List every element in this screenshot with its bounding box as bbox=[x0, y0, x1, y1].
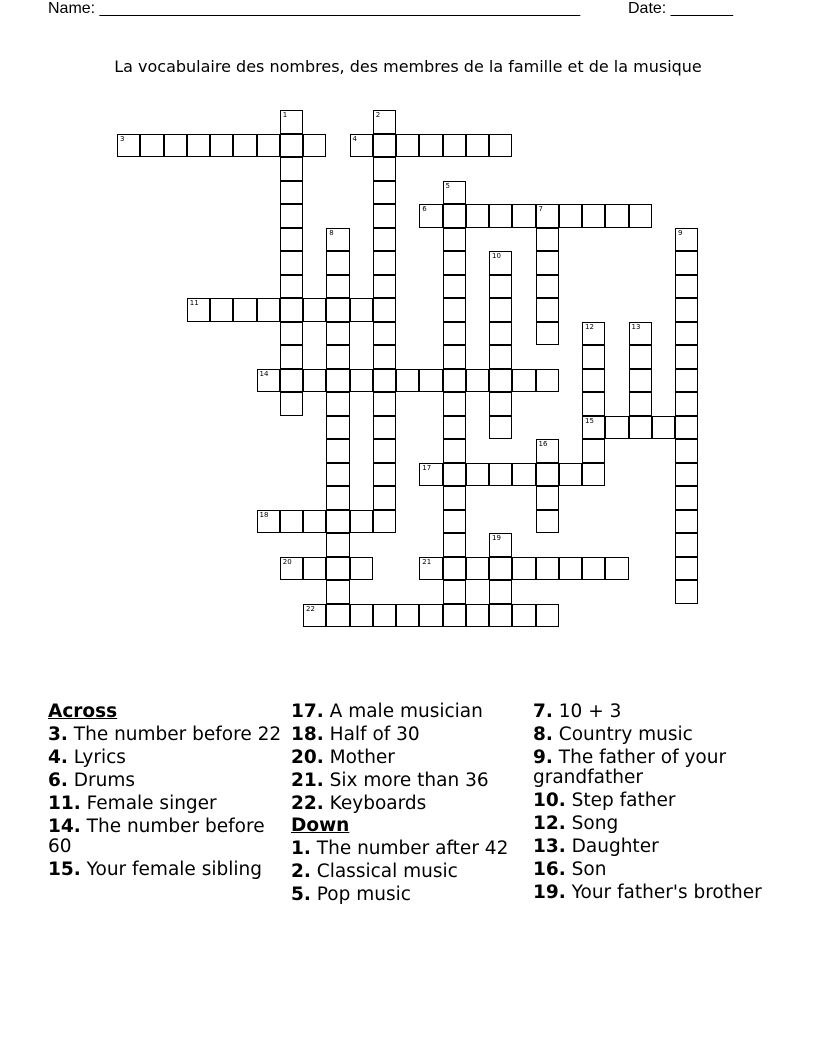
grid-cell[interactable] bbox=[280, 345, 303, 369]
grid-cell[interactable] bbox=[675, 392, 698, 416]
grid-cell[interactable] bbox=[489, 322, 512, 346]
clue-number: 11 bbox=[189, 299, 199, 307]
grid-cell[interactable] bbox=[489, 533, 512, 557]
clue-across-22: 22. Keyboards bbox=[291, 793, 427, 814]
grid-cell[interactable] bbox=[489, 298, 512, 322]
grid-cell[interactable] bbox=[373, 204, 396, 228]
grid-cell[interactable] bbox=[257, 510, 280, 534]
clue-number: 4 bbox=[352, 134, 357, 143]
grid-cell[interactable] bbox=[629, 204, 652, 228]
grid-cell[interactable] bbox=[326, 275, 349, 299]
clue-down-1: 1. The number after 42 bbox=[291, 838, 509, 859]
grid-cell[interactable] bbox=[489, 134, 512, 158]
grid-cell[interactable] bbox=[466, 557, 489, 581]
grid-cell[interactable] bbox=[675, 463, 698, 487]
grid-cell[interactable] bbox=[443, 392, 466, 416]
grid-cell[interactable] bbox=[536, 228, 559, 252]
clue-across-18: 18. Half of 30 bbox=[291, 724, 420, 745]
grid-cell[interactable] bbox=[350, 604, 373, 628]
grid-cell[interactable] bbox=[373, 181, 396, 205]
grid-cell[interactable] bbox=[443, 533, 466, 557]
grid-cell[interactable] bbox=[536, 510, 559, 534]
grid-cell[interactable] bbox=[210, 134, 233, 158]
grid-cell[interactable] bbox=[629, 392, 652, 416]
grid-cell[interactable] bbox=[326, 298, 349, 322]
grid-cell[interactable] bbox=[582, 322, 605, 346]
clue-number: 1 bbox=[282, 111, 288, 119]
grid-cell[interactable] bbox=[373, 110, 396, 134]
clue-number: 12 bbox=[585, 322, 594, 331]
grid-cell[interactable] bbox=[536, 204, 559, 228]
clue-column-1 bbox=[48, 702, 283, 882]
grid-cell[interactable] bbox=[582, 369, 605, 393]
clue-number: 6 bbox=[422, 205, 427, 213]
grid-cell[interactable] bbox=[582, 392, 605, 416]
clue-down-8: 8. Country music bbox=[533, 724, 693, 745]
grid-cell[interactable] bbox=[350, 134, 373, 158]
grid-cell[interactable] bbox=[675, 416, 698, 440]
grid-cell[interactable] bbox=[350, 557, 373, 581]
grid-cell[interactable] bbox=[257, 369, 280, 393]
grid-cell[interactable] bbox=[419, 557, 442, 581]
clue-number: 16 bbox=[538, 440, 548, 448]
grid-cell[interactable] bbox=[187, 298, 210, 322]
grid-cell[interactable] bbox=[303, 557, 326, 581]
grid-cell[interactable] bbox=[326, 345, 349, 369]
grid-cell[interactable] bbox=[582, 557, 605, 581]
clue-down-9: 9. The father of your grandfather bbox=[533, 747, 727, 788]
clue-number: 2 bbox=[375, 111, 381, 119]
grid-cell[interactable] bbox=[675, 275, 698, 299]
clue-down-16: 16. Son bbox=[533, 859, 607, 880]
grid-cell[interactable] bbox=[443, 604, 466, 628]
grid-cell[interactable] bbox=[629, 345, 652, 369]
clue-number: 3 bbox=[120, 134, 125, 143]
grid-cell[interactable] bbox=[443, 134, 466, 158]
clue-number: 19 bbox=[492, 534, 501, 542]
grid-cell[interactable] bbox=[512, 557, 535, 581]
grid-cell[interactable] bbox=[280, 298, 303, 322]
grid-cell[interactable] bbox=[675, 533, 698, 557]
grid-cell[interactable] bbox=[443, 228, 466, 252]
grid-cell[interactable] bbox=[326, 510, 349, 534]
grid-cell[interactable] bbox=[280, 181, 303, 205]
grid-cell[interactable] bbox=[419, 463, 442, 487]
grid-cell[interactable] bbox=[675, 345, 698, 369]
grid-cell[interactable] bbox=[396, 604, 419, 628]
grid-cell[interactable] bbox=[675, 580, 698, 604]
grid-cell[interactable] bbox=[396, 134, 419, 158]
grid-cell[interactable] bbox=[280, 510, 303, 534]
grid-cell[interactable] bbox=[280, 369, 303, 393]
clue-number: 18 bbox=[259, 510, 269, 519]
grid-cell[interactable] bbox=[326, 322, 349, 346]
clue-across-3: 3. The number before 22 bbox=[48, 724, 282, 745]
grid-cell[interactable] bbox=[466, 604, 489, 628]
grid-cell[interactable] bbox=[605, 557, 628, 581]
grid-cell[interactable] bbox=[559, 204, 582, 228]
grid-cell[interactable] bbox=[536, 369, 559, 393]
down-heading: Down bbox=[291, 815, 350, 836]
grid-cell[interactable] bbox=[675, 322, 698, 346]
grid-cell[interactable] bbox=[443, 580, 466, 604]
clue-down-12: 12. Song bbox=[533, 813, 619, 834]
grid-cell[interactable] bbox=[210, 298, 233, 322]
clue-across-14: 14. The number before 60 bbox=[48, 816, 265, 857]
grid-cell[interactable] bbox=[582, 463, 605, 487]
grid-cell[interactable] bbox=[373, 369, 396, 393]
grid-cell[interactable] bbox=[536, 275, 559, 299]
grid-cell[interactable] bbox=[675, 228, 698, 252]
grid-cell[interactable] bbox=[629, 416, 652, 440]
clue-number: 7 bbox=[538, 205, 543, 213]
grid-cell[interactable] bbox=[419, 369, 442, 393]
date-field-label: Date: _______ bbox=[628, 0, 733, 17]
grid-cell[interactable] bbox=[559, 557, 582, 581]
clue-number: 17 bbox=[422, 463, 432, 472]
grid-cell[interactable] bbox=[326, 392, 349, 416]
grid-cell[interactable] bbox=[303, 134, 326, 158]
grid-cell[interactable] bbox=[443, 322, 466, 346]
grid-cell[interactable] bbox=[419, 204, 442, 228]
grid-cell[interactable] bbox=[326, 486, 349, 510]
grid-cell[interactable] bbox=[187, 134, 210, 158]
grid-cell[interactable] bbox=[512, 369, 535, 393]
grid-cell[interactable] bbox=[466, 204, 489, 228]
grid-cell[interactable] bbox=[629, 369, 652, 393]
grid-cell[interactable] bbox=[443, 557, 466, 581]
grid-cell[interactable] bbox=[675, 486, 698, 510]
grid-cell[interactable] bbox=[489, 580, 512, 604]
grid-cell[interactable] bbox=[443, 204, 466, 228]
grid-cell[interactable] bbox=[350, 369, 373, 393]
grid-cell[interactable] bbox=[373, 510, 396, 534]
grid-cell[interactable] bbox=[675, 439, 698, 463]
grid-cell[interactable] bbox=[652, 416, 675, 440]
grid-cell[interactable] bbox=[280, 557, 303, 581]
page-title: La vocabulaire des nombres, des membres de la famille et de la musique bbox=[114, 57, 702, 76]
clue-number: 15 bbox=[585, 416, 594, 425]
grid-cell[interactable] bbox=[536, 463, 559, 487]
grid-cell[interactable] bbox=[489, 369, 512, 393]
name-field-label: Name: ______________________________________________________ bbox=[48, 0, 581, 17]
grid-cell[interactable] bbox=[489, 251, 512, 275]
clue-down-13: 13. Daughter bbox=[533, 836, 659, 857]
clue-down-2: 2. Classical music bbox=[291, 861, 458, 882]
grid-cell[interactable] bbox=[512, 204, 535, 228]
grid-cell[interactable] bbox=[326, 416, 349, 440]
grid-cell[interactable] bbox=[280, 134, 303, 158]
grid-cell[interactable] bbox=[489, 416, 512, 440]
clue-number: 20 bbox=[282, 557, 292, 566]
clue-number: 8 bbox=[329, 228, 334, 237]
clue-across-4: 4. Lyrics bbox=[48, 747, 126, 768]
grid-cell[interactable] bbox=[419, 134, 442, 158]
grid-cell[interactable] bbox=[280, 392, 303, 416]
across-heading: Across bbox=[48, 701, 118, 722]
grid-cell[interactable] bbox=[582, 345, 605, 369]
clue-down-19: 19. Your father's brother bbox=[533, 882, 762, 903]
grid-cell[interactable] bbox=[326, 439, 349, 463]
grid-cell[interactable] bbox=[582, 416, 605, 440]
grid-cell[interactable] bbox=[489, 463, 512, 487]
grid-cell[interactable] bbox=[280, 157, 303, 181]
clue-number: 21 bbox=[422, 557, 432, 566]
grid-cell[interactable] bbox=[280, 322, 303, 346]
grid-cell[interactable] bbox=[303, 510, 326, 534]
grid-cell[interactable] bbox=[303, 604, 326, 628]
grid-cell[interactable] bbox=[512, 463, 535, 487]
grid-cell[interactable] bbox=[373, 134, 396, 158]
grid-cell[interactable] bbox=[605, 416, 628, 440]
clue-across-20: 20. Mother bbox=[291, 747, 395, 768]
grid-cell[interactable] bbox=[280, 110, 303, 134]
grid-cell[interactable] bbox=[443, 181, 466, 205]
grid-cell[interactable] bbox=[489, 604, 512, 628]
grid-cell[interactable] bbox=[536, 439, 559, 463]
grid-cell[interactable] bbox=[373, 298, 396, 322]
grid-cell[interactable] bbox=[443, 369, 466, 393]
grid-cell[interactable] bbox=[280, 228, 303, 252]
clue-down-10: 10. Step father bbox=[533, 790, 676, 811]
grid-cell[interactable] bbox=[373, 463, 396, 487]
grid-cell[interactable] bbox=[443, 345, 466, 369]
grid-cell[interactable] bbox=[443, 486, 466, 510]
grid-cell[interactable] bbox=[419, 604, 442, 628]
grid-cell[interactable] bbox=[489, 392, 512, 416]
grid-cell[interactable] bbox=[582, 439, 605, 463]
grid-cell[interactable] bbox=[164, 134, 187, 158]
grid-cell[interactable] bbox=[257, 298, 280, 322]
grid-cell[interactable] bbox=[326, 604, 349, 628]
clue-number: 10 bbox=[492, 252, 501, 260]
grid-cell[interactable] bbox=[257, 134, 280, 158]
clue-across-6: 6. Drums bbox=[48, 770, 136, 791]
grid-cell[interactable] bbox=[536, 557, 559, 581]
grid-cell[interactable] bbox=[443, 251, 466, 275]
clue-number: 22 bbox=[306, 604, 315, 613]
grid-cell[interactable] bbox=[233, 134, 256, 158]
clue-across-11: 11. Female singer bbox=[48, 793, 217, 814]
grid-cell[interactable] bbox=[373, 275, 396, 299]
grid-cell[interactable] bbox=[512, 604, 535, 628]
grid-cell[interactable] bbox=[605, 204, 628, 228]
grid-cell[interactable] bbox=[373, 439, 396, 463]
grid-cell[interactable] bbox=[373, 251, 396, 275]
grid-cell[interactable] bbox=[140, 134, 163, 158]
grid-cell[interactable] bbox=[373, 392, 396, 416]
grid-cell[interactable] bbox=[489, 204, 512, 228]
grid-cell[interactable] bbox=[443, 275, 466, 299]
grid-cell[interactable] bbox=[675, 298, 698, 322]
clue-across-21: 21. Six more than 36 bbox=[291, 770, 489, 791]
grid-cell[interactable] bbox=[373, 416, 396, 440]
grid-cell[interactable] bbox=[489, 275, 512, 299]
grid-cell[interactable] bbox=[536, 486, 559, 510]
grid-cell[interactable] bbox=[443, 510, 466, 534]
grid-cell[interactable] bbox=[303, 298, 326, 322]
grid-cell[interactable] bbox=[280, 275, 303, 299]
grid-cell[interactable] bbox=[675, 369, 698, 393]
grid-cell[interactable] bbox=[629, 322, 652, 346]
grid-cell[interactable] bbox=[443, 298, 466, 322]
grid-cell[interactable] bbox=[536, 322, 559, 346]
clue-number: 9 bbox=[678, 228, 683, 237]
grid-cell[interactable] bbox=[675, 557, 698, 581]
grid-cell[interactable] bbox=[536, 251, 559, 275]
grid-cell[interactable] bbox=[373, 345, 396, 369]
grid-cell[interactable] bbox=[326, 557, 349, 581]
grid-cell[interactable] bbox=[443, 463, 466, 487]
clue-column-2 bbox=[291, 702, 526, 907]
grid-cell[interactable] bbox=[373, 157, 396, 181]
grid-cell[interactable] bbox=[326, 463, 349, 487]
grid-cell[interactable] bbox=[443, 416, 466, 440]
grid-cell[interactable] bbox=[559, 463, 582, 487]
grid-cell[interactable] bbox=[280, 251, 303, 275]
grid-cell[interactable] bbox=[117, 134, 140, 158]
grid-cell[interactable] bbox=[350, 298, 373, 322]
grid-cell[interactable] bbox=[233, 298, 256, 322]
grid-cell[interactable] bbox=[326, 251, 349, 275]
grid-cell[interactable] bbox=[675, 510, 698, 534]
grid-cell[interactable] bbox=[466, 134, 489, 158]
clue-down-7: 7. 10 + 3 bbox=[533, 701, 622, 722]
clue-number: 5 bbox=[445, 181, 450, 190]
grid-cell[interactable] bbox=[326, 533, 349, 557]
grid-cell[interactable] bbox=[675, 251, 698, 275]
grid-cell[interactable] bbox=[489, 557, 512, 581]
clue-across-17: 17. A male musician bbox=[291, 701, 483, 722]
grid-cell[interactable] bbox=[489, 345, 512, 369]
grid-cell[interactable] bbox=[582, 204, 605, 228]
grid-cell[interactable] bbox=[280, 204, 303, 228]
grid-cell[interactable] bbox=[373, 486, 396, 510]
grid-cell[interactable] bbox=[373, 228, 396, 252]
grid-cell[interactable] bbox=[536, 604, 559, 628]
grid-cell[interactable] bbox=[326, 580, 349, 604]
grid-cell[interactable] bbox=[326, 228, 349, 252]
grid-cell[interactable] bbox=[466, 369, 489, 393]
grid-cell[interactable] bbox=[443, 439, 466, 463]
clue-down-5: 5. Pop music bbox=[291, 884, 411, 905]
grid-cell[interactable] bbox=[396, 369, 419, 393]
grid-cell[interactable] bbox=[373, 322, 396, 346]
grid-cell[interactable] bbox=[350, 510, 373, 534]
grid-cell[interactable] bbox=[373, 604, 396, 628]
clue-column-3 bbox=[533, 702, 768, 905]
grid-cell[interactable] bbox=[536, 298, 559, 322]
clue-number: 14 bbox=[259, 369, 269, 378]
grid-cell[interactable] bbox=[326, 369, 349, 393]
grid-cell[interactable] bbox=[466, 463, 489, 487]
grid-cell[interactable] bbox=[303, 369, 326, 393]
clue-number: 13 bbox=[631, 322, 641, 331]
clue-across-15: 15. Your female sibling bbox=[48, 859, 262, 880]
